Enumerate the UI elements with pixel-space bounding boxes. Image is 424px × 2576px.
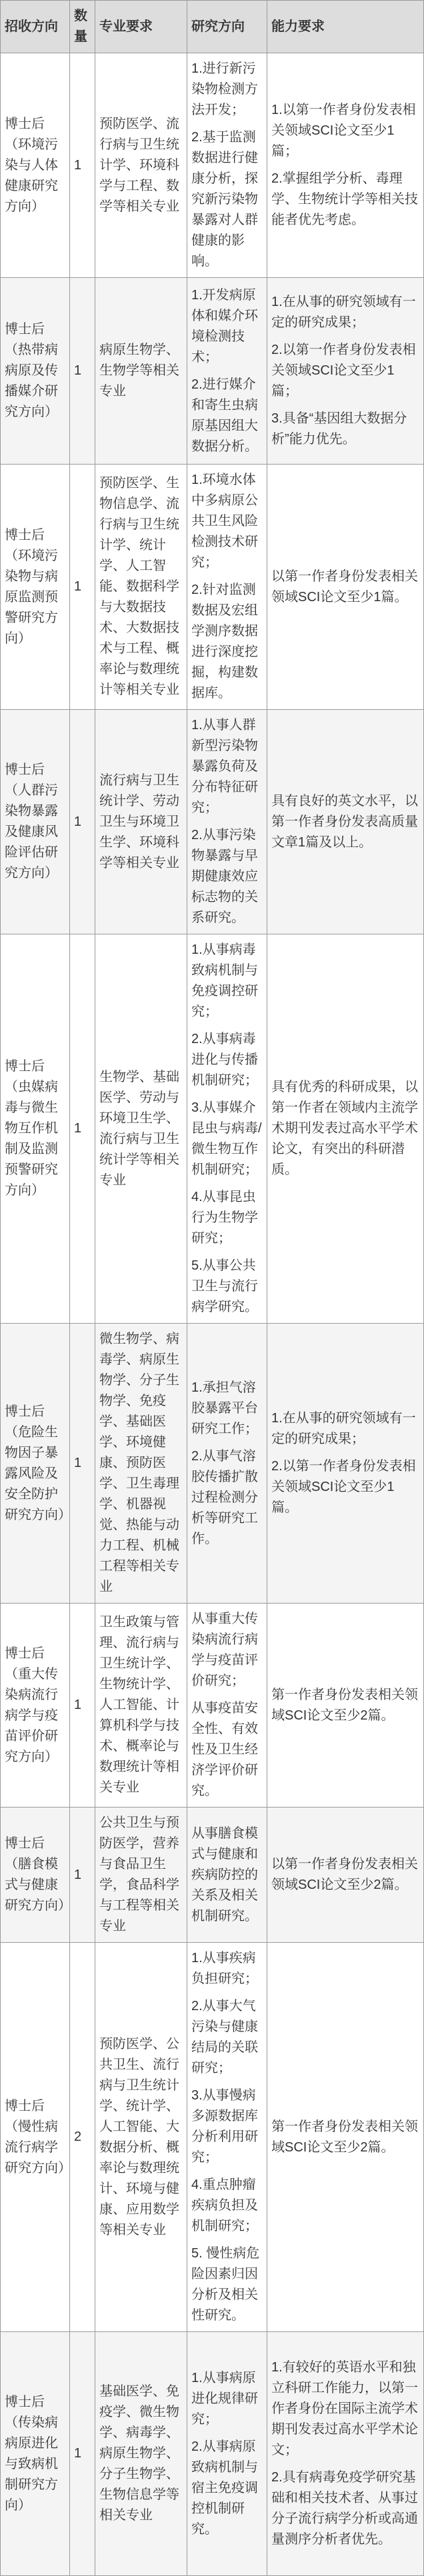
cell-research [187,1943,267,2332]
cell-research [187,278,267,465]
cell-research-line: 1.从事病原进化规律研究； [191,2370,258,2427]
cell-research [187,934,267,1324]
paragraph-gap [271,2461,419,2467]
cell-ability [267,465,424,710]
cell-major: 流行病与卫生统计学、劳动卫生与环境卫生学、环境科学等相关专业 [95,710,187,934]
paragraph-gap [191,573,263,580]
header-research: 研究方向 [187,1,267,53]
cell-count: 1 [70,710,95,934]
table-row [1,1324,424,1604]
paragraph-gap [191,2168,263,2175]
cell-research-line: 5. 慢性病危险因素归因分析及相关性研究。 [191,2246,260,2323]
paragraph-gap [191,1692,263,1698]
paragraph-gap [191,818,263,825]
table-row [1,278,424,465]
table-row [1,465,424,710]
cell-major: 预防医学、生物信息学、流行病与卫生统计学、统计学、人工智能、数据科学与大数据技术、大数据技术与工程、概率论与数理统计等相关专业 [95,465,187,710]
cell-ability [267,1324,424,1604]
paragraph-gap [191,1249,263,1256]
cell-research-line: 从事疫苗安全性、有效性及卫生经济学评价研究。 [191,1701,258,1798]
cell-research-line: 4.从事昆虫行为生物学研究； [191,1190,258,1246]
cell-ability-line: 具有优秀的科研成果，以第一作者在领域内主流学术期刊发表过高水平学术论文，有突出的科研潜质。 [271,1080,418,1177]
cell-ability-line: 2.以第一作者身份发表相关领域SCI论文至少1篇。 [271,1459,416,1515]
cell-research [187,53,267,278]
cell-research-line: 1.进行新污染物检测方法开发； [191,61,258,117]
cell-direction: 博士后（虫媒病毒与微生物互作机制及监测预警研究方向） [1,934,70,1324]
cell-ability-line: 具有良好的英文水平，以第一作者身份发表高质量文章1篇及以上。 [271,793,418,850]
cell-research-line: 1.从事病毒致病机制与免疫调控研究； [191,942,258,1019]
cell-major: 公共卫生与预防医学，营养与食品卫生学，食品科学与工程等相关专业 [95,1808,187,1943]
table-header [1,1,424,53]
paragraph-gap [191,1989,263,1996]
cell-major: 预防医学、流行病与卫生统计学、环境科学与工程、数学等相关专业 [95,53,187,278]
cell-ability-line: 1.有较好的英语水平和独立科研工作能力，以第一作者身份在国际主流学术期刊发表过高水平学术论文； [271,2360,418,2457]
cell-count: 1 [70,1324,95,1604]
paragraph-gap [191,1440,263,1446]
cell-ability-line: 第一作者身份发表相关领域SCI论文至少2篇。 [271,1687,418,1723]
cell-direction: 博士后（膳食模式与健康研究方向） [1,1808,70,1943]
paragraph-gap [271,1450,419,1456]
cell-research-line: 3.从事慢病多源数据库分析利用研究； [191,2088,258,2165]
cell-research-line: 2.从事病原致病机制与宿主免疫调控机制研究。 [191,2439,258,2537]
cell-research-line: 3.从事媒介昆虫与病毒/微生物互作机制研究； [191,1100,262,1177]
paragraph-gap [191,2430,263,2437]
paragraph-gap [191,1091,263,1098]
cell-count: 1 [70,465,95,710]
cell-major: 微生物学、病毒学、病原生物学、分子生物学、免疫学、基础医学、环境健康、预防医学、卫生毒理学、机器视觉、热能与动力工程、机械工程等相关专业 [95,1324,187,1604]
cell-ability [267,710,424,934]
cell-research-line: 1.承担气溶胶暴露平台研究工作； [191,1380,258,1436]
cell-research-line: 2.进行媒介和寄生虫病原基因组大数据分析。 [191,377,258,454]
table-row [1,2332,424,2576]
cell-research-line: 2.从事气溶胶传播扩散过程检测分析等研究工作。 [191,1448,258,1546]
table-row [1,53,424,278]
cell-direction: 博士后（热带病病原及传播媒介研究方向） [1,278,70,465]
cell-ability-line: 第一作者身份发表相关领域SCI论文至少2篇。 [271,2119,418,2155]
cell-direction: 博士后（重大传染病流行病学与疫苗评价研究方向） [1,1604,70,1808]
paragraph-gap [191,1022,263,1029]
cell-count: 1 [70,2332,95,2576]
table-row [1,1604,424,1808]
cell-ability-line: 1.在从事的研究领域有一定的研究成果； [271,295,416,330]
paragraph-gap [191,368,263,375]
cell-research-line: 2.从事污染物暴露与早期健康效应标志物的关系研究。 [191,828,258,925]
cell-research-line: 1.从事人群新型污染物暴露负荷及分布特征研究； [191,718,258,815]
paragraph-gap [271,402,419,409]
paragraph-gap [271,333,419,340]
cell-research-line: 4.重点肿瘤疾病负担及机制研究； [191,2177,258,2233]
paragraph-gap [191,2237,263,2243]
cell-ability-line: 2.以第一作者身份发表相关领域SCI论文至少1篇； [271,343,416,399]
table-body [1,53,424,2576]
cell-ability-line: 以第一作者身份发表相关领域SCI论文至少1篇。 [271,569,418,605]
paragraph-gap [191,121,263,127]
cell-ability [267,53,424,278]
cell-research [187,1604,267,1808]
cell-research-line: 1.开发病原体和媒介环境检测技术； [191,287,258,365]
cell-ability-line: 以第一作者身份发表相关领域SCI论文至少2篇。 [271,1857,418,1892]
cell-count: 1 [70,53,95,278]
cell-ability-line: 3.具备“基因组大数据分析”能力优先。 [271,411,407,447]
cell-research-line: 5.从事公共卫生与流行病学研究。 [191,1258,258,1314]
cell-ability [267,934,424,1324]
cell-research-line: 从事膳食模式与健康和疾病防控的关系及相关机制研究。 [191,1826,258,1924]
header-count: 数量 [70,1,95,53]
cell-count: 1 [70,1604,95,1808]
cell-direction: 博士后（传染病病原进化与致病机制研究方向） [1,2332,70,2576]
header-direction: 招收方向 [1,1,70,53]
cell-research-line: 1.环境水体中多病原公共卫生风险检测技术研究； [191,473,258,570]
cell-major: 病原生物学、生物学等相关专业 [95,278,187,465]
cell-direction: 博士后（环境污染与人体健康研究方向） [1,53,70,278]
cell-research [187,710,267,934]
cell-research-line: 2.从事病毒进化与传播机制研究； [191,1032,258,1088]
paragraph-gap [191,1180,263,1187]
cell-research-line: 2.从事大气污染与健康结局的关联研究； [191,1999,258,2075]
cell-research [187,465,267,710]
cell-count: 1 [70,1808,95,1943]
header-row [1,1,424,53]
cell-ability [267,278,424,465]
paragraph-gap [191,2079,263,2085]
cell-direction: 博士后（慢性病流行病学研究方向） [1,1943,70,2332]
cell-ability [267,2332,424,2576]
cell-direction: 博士后（环境污染物与病原监测预警研究方向） [1,465,70,710]
cell-research [187,1324,267,1604]
cell-research [187,2332,267,2576]
cell-research-line: 2.基于监测数据进行健康分析，探究新污染物暴露对人群健康的影响。 [191,130,258,269]
header-ability: 能力要求 [267,1,424,53]
cell-major: 预防医学、公共卫生、流行病与卫生统计学、统计学、人工智能、大数据分析、概率论与数理统计、环境与健康、应用数学等相关专业 [95,1943,187,2332]
cell-ability [267,1808,424,1943]
cell-major: 生物学、基础医学、劳动与环境卫生学、流行病与卫生统计学等相关专业 [95,934,187,1324]
paragraph-gap [271,162,419,169]
table-row [1,934,424,1324]
header-major: 专业要求 [95,1,187,53]
cell-count: 2 [70,1943,95,2332]
cell-ability-line: 2.具有病毒免疫学研究基础和相关技术者、从事过分子流行病学分析或高通量测序分析者优先。 [271,2470,418,2547]
cell-research-line: 从事重大传染病流行病学与疫苗评价研究； [191,1612,258,1688]
cell-research-line: 1.从事疾病负担研究； [191,1951,258,1986]
cell-ability-line: 1.以第一作者身份发表相关领域SCI论文至少1篇； [271,103,416,159]
cell-count: 1 [70,934,95,1324]
cell-ability [267,1943,424,2332]
table-row [1,1943,424,2332]
cell-research-line: 2.针对监测数据及宏组学测序数据进行深度挖掘，构建数据库。 [191,583,258,700]
cell-research [187,1808,267,1943]
cell-direction: 博士后（危险生物因子暴露风险及安全防护研究方向） [1,1324,70,1604]
table-row [1,1808,424,1943]
cell-ability-line: 2.掌握组学分析、毒理学、生物统计学等相关技能者优先考虑。 [271,171,418,227]
table-row [1,710,424,934]
cell-major: 基础医学、免疫学、微生物学、病毒学、病原生物学、分子生物学、生物信息学等相关专业 [95,2332,187,2576]
cell-ability [267,1604,424,1808]
cell-count: 1 [70,278,95,465]
cell-major: 卫生政策与管理、流行病与卫生统计学、生物统计学、人工智能、计算机科学与技术、概率论与数理统计等相关专业 [95,1604,187,1808]
cell-direction: 博士后（人群污染物暴露及健康风险评估研究方向） [1,710,70,934]
cell-ability-line: 1.在从事的研究领域有一定的研究成果； [271,1411,416,1446]
